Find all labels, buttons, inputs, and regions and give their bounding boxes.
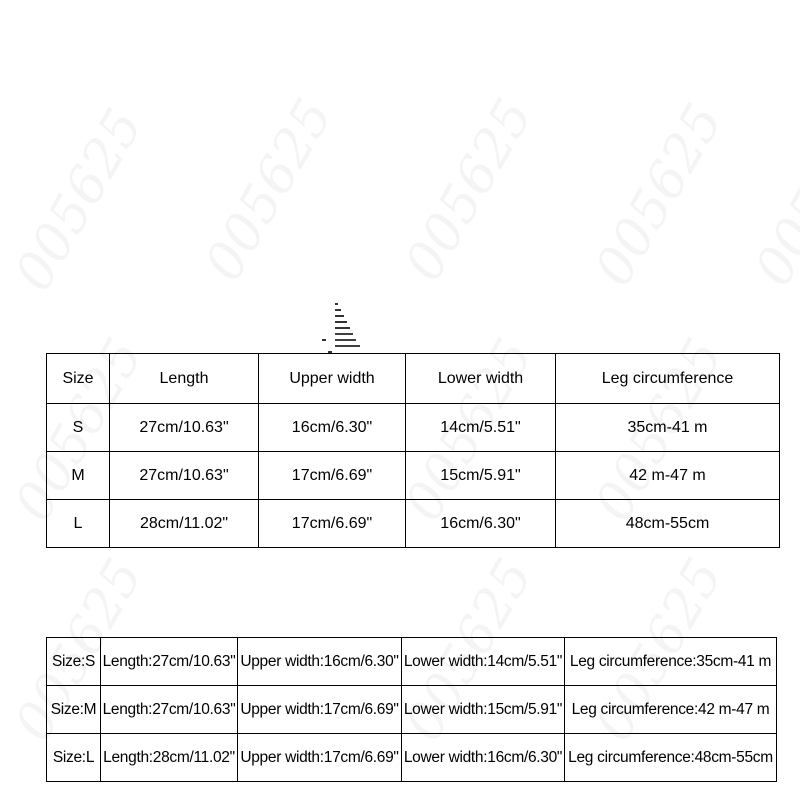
table-row — [47, 686, 777, 734]
cell-upper-width: 16cm/6.30" — [259, 404, 406, 452]
size-chart-table — [46, 353, 780, 548]
cell-length: Length:27cm/10.63" — [101, 638, 238, 686]
cell-leg-circumference: Leg circumference:35cm-41 m — [565, 638, 777, 686]
header-lower-width: Lower width — [406, 354, 556, 404]
cell-length: 27cm/10.63" — [110, 404, 259, 452]
table-row — [47, 404, 780, 452]
watermark — [584, 94, 735, 296]
cell-size: Size:S — [47, 638, 101, 686]
cell-leg-circumference: 48cm-55cm — [556, 500, 780, 548]
cell-size: S — [47, 404, 110, 452]
cell-lower-width: 14cm/5.51" — [406, 404, 556, 452]
cell-lower-width: Lower width:15cm/5.91" — [402, 686, 565, 734]
cell-size: L — [47, 500, 110, 548]
header-upper-width: Upper width — [259, 354, 406, 404]
cell-lower-width: 16cm/6.30" — [406, 500, 556, 548]
table-header-row — [47, 354, 780, 404]
cell-size: Size:M — [47, 686, 101, 734]
cell-size: Size:L — [47, 734, 101, 782]
cell-leg-circumference: 35cm-41 m — [556, 404, 780, 452]
watermark — [4, 99, 155, 301]
cell-upper-width: 17cm/6.69" — [259, 452, 406, 500]
table-row — [47, 500, 780, 548]
cell-lower-width: Lower width:14cm/5.51" — [402, 638, 565, 686]
cell-length: 27cm/10.63" — [110, 452, 259, 500]
header-size: Size — [47, 354, 110, 404]
cell-length: 28cm/11.02" — [110, 500, 259, 548]
cell-lower-width: Lower width:16cm/6.30" — [402, 734, 565, 782]
cell-upper-width: Upper width:17cm/6.69" — [238, 686, 402, 734]
size-chart-compact-table — [46, 637, 777, 782]
cell-length: Length:28cm/11.02" — [101, 734, 238, 782]
cell-leg-circumference: 42 m-47 m — [556, 452, 780, 500]
cell-leg-circumference: Leg circumference:48cm-55cm — [565, 734, 777, 782]
cell-upper-width: Upper width:16cm/6.30" — [238, 638, 402, 686]
cell-upper-width: 17cm/6.69" — [259, 500, 406, 548]
cell-size: M — [47, 452, 110, 500]
decorative-glyph-icon — [316, 300, 362, 358]
watermark — [194, 89, 345, 291]
header-length: Length — [110, 354, 259, 404]
cell-leg-circumference: Leg circumference:42 m-47 m — [565, 686, 777, 734]
watermark — [394, 89, 545, 291]
cell-upper-width: Upper width:17cm/6.69" — [238, 734, 402, 782]
table-row — [47, 452, 780, 500]
table-row — [47, 734, 777, 782]
cell-lower-width: 15cm/5.91" — [406, 452, 556, 500]
watermark — [744, 94, 800, 296]
header-leg-circumference: Leg circumference — [556, 354, 780, 404]
cell-length: Length:27cm/10.63" — [101, 686, 238, 734]
table-row — [47, 638, 777, 686]
